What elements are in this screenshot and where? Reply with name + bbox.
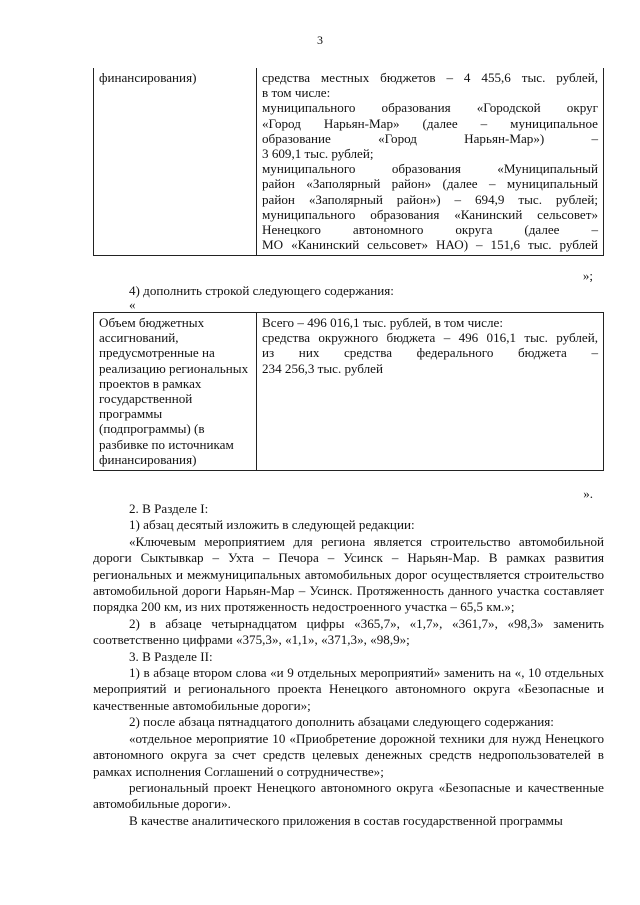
paragraph: 2) в абзаце четырнадцатом цифры «365,7», «1,7», «361,7», «98,3» заменить соответственно цифрами «375,3», «1,1», «371,3», «98,9»; <box>93 615 604 648</box>
paragraph: «отдельное мероприятие 10 «Приобретение дорожной техники для нужд Ненецкого автономного округа за счет средств целевых денежных средств недропользователей в рамках исполнения Соглашений о сотрудничестве»; <box>93 730 604 779</box>
paragraph: «Ключевым мероприятием для региона является строительство автомобильной дороги Сыктывкар – Ухта – Печора – Усинск – Нарьян-Мар. В рамках развития региональных и межмуниципальных автомобильных дорог осуществляется строительство автомобильной дороги Нарьян-Мар – Усинск. Протяженность данного участка составляет порядка 200 км, из них протяженность недостроенного участка – 65,5 км.»; <box>93 533 604 615</box>
regional-projects-table <box>93 312 604 471</box>
table1-left-cell <box>94 68 257 256</box>
table2-right-cell <box>257 313 604 471</box>
paragraph: 1) абзац десятый изложить в следующей редакции: <box>129 517 415 533</box>
paragraph: региональный проект Ненецкого автономного округа «Безопасные и качественные автомобильные дороги». <box>93 779 604 812</box>
document-body <box>93 501 604 829</box>
table1-left-text: финансирования) <box>99 70 197 85</box>
paragraph: 3. В Разделе II: <box>129 648 213 664</box>
table1-right-cell <box>257 68 604 256</box>
table1-line: муниципального образования «Городской округ <box>262 100 598 116</box>
table1-line: район «Заполярный район» (далее – муниципальный <box>262 176 598 192</box>
table1-line: образование «Город Нарьян-Мар») – <box>262 130 598 146</box>
table1-line: район «Заполярный район») – 694,9 тыс. рублей; <box>262 191 598 207</box>
table1-line: средства местных бюджетов – 4 455,6 тыс. рублей, <box>262 70 598 85</box>
table2-left-line: Объем бюджетных <box>99 315 205 330</box>
table2-left-line: ассигнований, <box>99 330 179 346</box>
table1-line: Ненецкого автономного округа (далее – <box>262 222 598 238</box>
table2-right-line: Всего – 496 016,1 тыс. рублей, в том числе: <box>262 315 503 330</box>
table1-line: муниципального образования «Канинский сельсовет» <box>262 206 598 222</box>
table2-left-line: предусмотренные на <box>99 345 215 361</box>
table2-right-line: 234 256,3 тыс. рублей <box>262 360 383 376</box>
closing-quote-1: »; <box>582 268 593 283</box>
closing-quote-2: ». <box>583 486 593 501</box>
financing-table-continued <box>93 68 604 256</box>
paragraph: В качестве аналитического приложения в состав государственной программы <box>129 812 563 828</box>
table1-line: МО «Канинский сельсовет» НАО) – 151,6 тыс. рублей <box>262 237 598 253</box>
page-number: 3 <box>317 33 323 47</box>
table2-left-line: разбивке по источникам <box>99 436 234 452</box>
table2-left-line: программы <box>99 406 163 422</box>
table2-left-line: финансирования) <box>99 451 197 467</box>
table2-right-line: средства окружного бюджета – 496 016,1 тыс. рублей, <box>262 330 598 346</box>
table1-line: в том числе: <box>262 85 331 101</box>
table2-left-cell <box>94 313 257 471</box>
table2-right-line: из них средства федерального бюджета – <box>262 345 598 361</box>
paragraph: 1) в абзаце втором слова «и 9 отдельных мероприятий» заменить на «, 10 отдельных мероприятий и регионального проекта Ненецкого автономного округа «Безопасные и качественные автомобильные дороги»; <box>93 665 604 713</box>
table2-left-line: (подпрограммы) (в <box>99 421 205 437</box>
table2-left-line: реализацию региональных <box>99 360 249 376</box>
table1-line: муниципального образования «Муниципальный <box>262 161 598 177</box>
table2-left-line: государственной <box>99 391 193 407</box>
table1-line: 3 609,1 тыс. рублей; <box>262 146 374 162</box>
table1-line: «Город Нарьян-Мар» (далее – муниципальное <box>262 115 598 131</box>
paragraph: 2) после абзаца пятнадцатого дополнить абзацами следующего содержания: <box>129 714 554 730</box>
item-4: 4) дополнить строкой следующего содержания: <box>129 283 394 298</box>
opening-quote: « <box>129 297 136 312</box>
table2-left-line: проектов в рамках <box>99 375 202 391</box>
paragraph: 2. В Разделе I: <box>129 501 209 516</box>
